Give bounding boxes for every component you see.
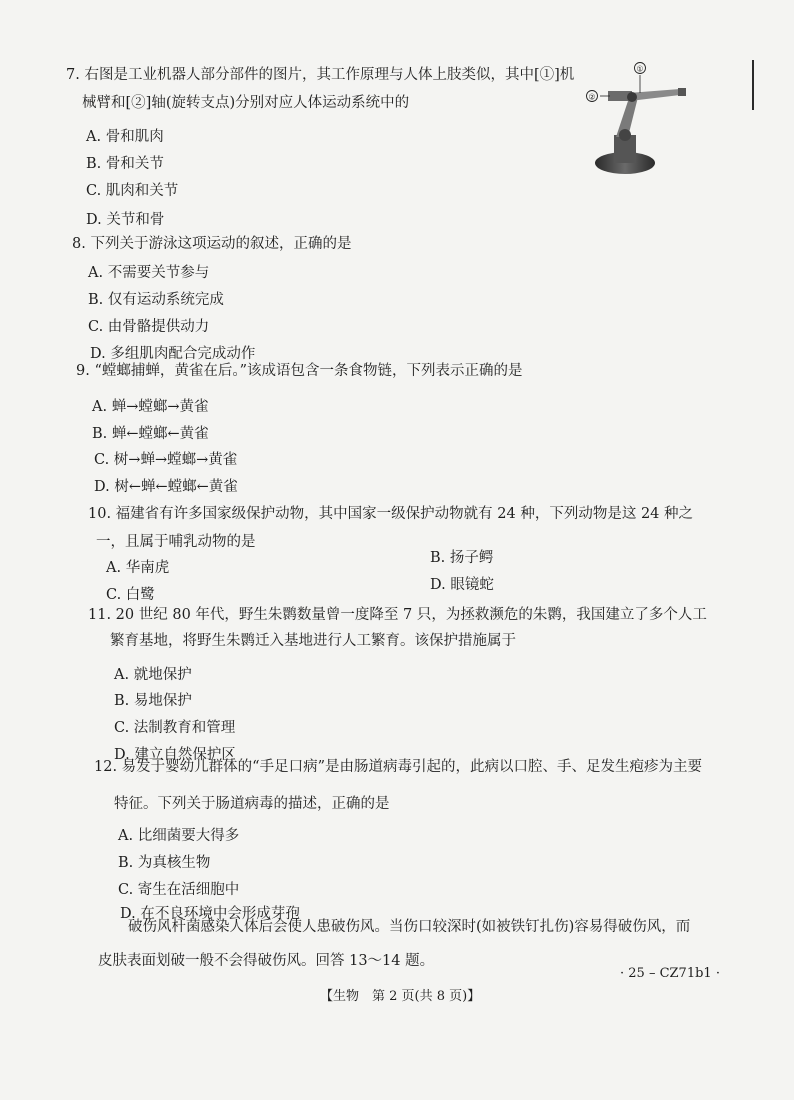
- label-1: ①: [636, 64, 644, 74]
- q10-option-c: C. 白鹭: [106, 587, 155, 603]
- paper-code: · 25 – CZ71b1 ·: [620, 966, 720, 981]
- q11-option-a: A. 就地保护: [114, 667, 192, 683]
- q9-option-c: C. 树→蝉→螳螂→黄雀: [94, 452, 238, 468]
- q9-stem: 9. “螳螂捕蝉，黄雀在后。”该成语包含一条食物链，下列表示正确的是: [76, 363, 523, 379]
- scan-edge-mark: [752, 60, 754, 110]
- q12-option-d: D. 在不良环境中会形成芽孢: [120, 906, 300, 922]
- robot-axis-joint: [627, 92, 637, 102]
- q8-option-c: C. 由骨骼提供动力: [88, 319, 210, 335]
- q8-stem: 8. 下列关于游泳这项运动的叙述，正确的是: [72, 236, 352, 252]
- q7-option-d: D. 关节和骨: [86, 212, 165, 228]
- q10-option-a: A. 华南虎: [106, 560, 170, 576]
- q10-stem-line2: 一，且属于哺乳动物的是: [96, 534, 256, 550]
- q7-stem-line1: 7. 右图是工业机器人部分部件的图片，其工作原理与人体上肢类似，其中[①]机: [66, 67, 575, 83]
- q10-option-d: D. 眼镜蛇: [430, 577, 494, 593]
- q11-option-b: B. 易地保护: [114, 693, 192, 709]
- industrial-robot-figure: [580, 55, 690, 180]
- q11-stem-line2: 繁育基地，将野生朱鹮迁入基地进行人工繁育。该保护措施属于: [110, 633, 516, 649]
- q7-stem-line2: 械臂和[②]轴(旋转支点)分别对应人体运动系统中的: [82, 95, 410, 111]
- q9-option-b: B. 蝉←螳螂←黄雀: [92, 426, 209, 442]
- q7-option-c: C. 肌肉和关节: [86, 183, 179, 199]
- q9-option-d: D. 树←蝉←螳螂←黄雀: [94, 479, 238, 495]
- q10-stem-line1: 10. 福建省有许多国家级保护动物，其中国家一级保护动物就有 24 种，下列动物是这 24 种之: [88, 506, 694, 522]
- passage-line1: 破伤风杆菌感染人体后会使人患破伤风。当伤口较深时(如被铁钉扎伤)容易得破伤风，而: [128, 919, 691, 935]
- q8-option-d: D. 多组肌肉配合完成动作: [90, 346, 256, 362]
- q8-option-b: B. 仅有运动系统完成: [88, 292, 224, 308]
- q12-stem-line1: 12. 易发于婴幼儿群体的“手足口病”是由肠道病毒引起的，此病以口腔、手、足发生疱疹为主要: [94, 759, 702, 775]
- q7-option-b: B. 骨和关节: [86, 156, 164, 172]
- q8-option-a: A. 不需要关节参与: [88, 265, 210, 281]
- label-2: ②: [588, 92, 596, 102]
- q12-option-c: C. 寄生在活细胞中: [118, 882, 240, 898]
- q12-stem-line2: 特征。下列关于肠道病毒的描述，正确的是: [114, 796, 390, 812]
- q11-option-d: D. 建立自然保护区: [114, 747, 236, 763]
- q12-option-b: B. 为真核生物: [118, 855, 211, 871]
- q11-stem-line1: 11. 20 世纪 80 年代，野生朱鹮数量曾一度降至 7 只，为拯救濒危的朱鹮，我国建立了多个人工: [88, 607, 707, 623]
- q12-option-a: A. 比细菌要大得多: [118, 828, 240, 844]
- passage-line2: 皮肤表面划破一般不会得破伤风。回答 13～14 题。: [98, 953, 435, 969]
- page-footer: 【生物 第 2 页(共 8 页)】: [320, 989, 481, 1004]
- q9-option-a: A. 蝉→螳螂→黄雀: [92, 399, 209, 415]
- q11-option-c: C. 法制教育和管理: [114, 720, 236, 736]
- q7-option-a: A. 骨和肌肉: [86, 129, 164, 145]
- q10-option-b: B. 扬子鳄: [430, 550, 494, 566]
